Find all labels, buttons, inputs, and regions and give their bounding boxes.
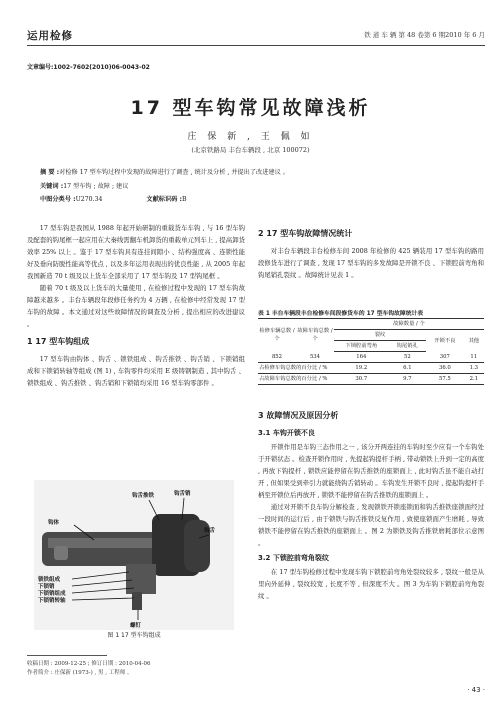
table-row — [258, 374, 484, 385]
label-coupler-body: 钩体 — [48, 520, 60, 526]
header-fault-count: 故障数量 / 个 — [334, 319, 484, 330]
header-tail-hole: 钩尾销孔 — [389, 341, 427, 352]
label-screw: 螺钉 — [130, 623, 142, 629]
label-lock-assembly: 锁铁组成 — [38, 577, 61, 583]
row-label: 占故障车钩总数的百分比 / % — [258, 374, 334, 385]
right-column-top — [258, 222, 484, 281]
authors: 庄 保 新 , 王 佩 如 — [187, 132, 314, 142]
fault-statistics-table — [258, 318, 484, 385]
cell: 2.1 — [464, 374, 484, 385]
header-front-corner: 下锁腔前弯角 — [334, 341, 389, 352]
abstract-label: 摘 要 : — [40, 169, 60, 176]
row-label: 占检修车钩总数的百分比 / % — [258, 363, 334, 374]
affiliation: (北京铁路局 丰台车辆段 , 北京 100072) — [191, 146, 310, 154]
cell: 57.5 — [426, 374, 464, 385]
header-vehicles: 检修车辆总数 / 个 — [258, 319, 296, 352]
table-row — [258, 363, 484, 374]
page-number: · 43 · — [467, 686, 485, 694]
intro-paragraph-1: 17 型车钩是我国从 1988 年起开始研制的重载货车车钩 , 与 16 型车钩及配套的钩尾框一起应用在大秦线需翻车机卸货的重载单元列车上 , 提高卸货效率 25% 以上 。鉴于 17 型车钩具有连挂间隙小 、结构强度高 、连锁性能好及垂向防脱性能高等优点 , 以及多年运用表现出的优良性能 , 从 2005 年起我国新造 70 t 级及以上货车全部采用了 17 型车钩及 17 型钩尾框 。 — [27, 224, 245, 280]
label-knuckle: 钩舌 — [204, 528, 216, 534]
clc-label: 中图分类号 : — [40, 196, 76, 203]
table-header-row — [258, 319, 484, 330]
table-row — [258, 352, 484, 363]
article-number: 文章编号:1002-7602(2010)06-0043-02 — [27, 64, 150, 71]
keywords-text: 17 型车钩 ; 故障 ; 建议 — [63, 183, 129, 190]
doc-code-label: 文献标识码 : — [146, 196, 182, 203]
figure-caption: 图 1 17 型车钩组成 — [107, 632, 161, 639]
cell: 19.2 — [334, 363, 389, 374]
coupler-drawing — [34, 480, 234, 630]
section-2-paragraph: 对丰台车辆段丰台检修车间 2008 年检修的 425 辆装用 17 型车钩的路用段修货车进行了调查 , 发现 17 型车钩的多发故障是开锁不良 、下锁腔前弯角和钩尾销孔裂纹 。故障统计见表 1 。 — [258, 247, 484, 279]
footnote-rule — [27, 655, 107, 656]
section-1-heading: 1 17 型车钩组成 — [27, 337, 90, 346]
cell: 6.1 — [389, 363, 427, 374]
intro-paragraph-2: 随着 70 t 级及以上货车的大量使用 , 在检修过程中发现的 17 型车钩故障越来越多 。丰台车辆段年段修任务约为 4 万辆 , 在检修中经常发现 17 型车钩的故障 。本文通过对这些故障情况的调查及分析 , 提出相应的改进建议 。 — [27, 284, 245, 328]
keywords — [40, 182, 470, 191]
table-caption: 表 1 丰台车辆段丰台检修车间段修货车的 17 型车钩故障统计表 — [258, 311, 424, 317]
section-2-heading: 2 17 型车钩故障情况统计 — [258, 229, 353, 238]
section-3-2-heading: 3.2 下锁腔前弯角裂纹 — [258, 554, 329, 562]
header-crack: 裂纹 — [334, 330, 426, 341]
running-header — [27, 0, 485, 48]
paper-title: 17 型车钩常见故障浅析 — [130, 97, 371, 119]
cell: 1.3 — [464, 363, 484, 374]
abstract — [40, 168, 470, 177]
cell: 852 — [258, 352, 296, 363]
header-unlock: 开锁不良 — [434, 337, 456, 344]
cell: 30.7 — [334, 374, 389, 385]
cell: 36.0 — [426, 363, 464, 374]
label-lower-lock-pin-shaft: 下锁销转轴 — [38, 598, 66, 604]
cell: 164 — [334, 352, 389, 363]
section-3-1-paragraph-1: 开锁作用是车钩三态作用之一 , 该分开两连挂的车钩时至少应有一个车钩处于开锁状态 。检查开锁作用时 , 先提起钩提杆手柄 , 带动锁铁上升到一定的高度 , 再放下钩提杆 , 锁铁应能停留在钩舌推铁的座锁面上 , 此时钩舌虽不能自动打开 , 但如果受到牵引力就能绕钩舌销转动 。车钩发生开锁不良时 , 提起钩提杆手柄至开锁位后再放开 , 锁铁不能停留在钩舌推铁的座锁面上 。 — [258, 443, 484, 499]
doc-code: B — [181, 196, 187, 203]
label-lower-lock-pin: 下锁销 — [38, 584, 55, 590]
header-rule — [27, 45, 485, 46]
header-other: 其他 — [468, 337, 480, 344]
label-knuckle-thrower: 钩舌推铁 — [132, 493, 155, 499]
label-lower-lock-pin-assembly: 下锁销组成 — [38, 591, 66, 597]
cell: 307 — [426, 352, 464, 363]
header-faulty: 故障车钩总数 / 个 — [296, 319, 334, 352]
section-3-1-paragraph-2: 通过对开锁不良车钩分解检查 , 发现锁铁开锁座锁面和钩舌推铁座锁面经过一段时间的运行后 , 由于锁铁与钩舌推铁反复作用 , 致使座锁面产生磨耗 , 导致锁铁不能停留在钩舌推铁的座锁面上 。图 2 为锁铁及钩舌推铁磨耗部位示意图 。 — [258, 503, 484, 547]
classification — [40, 195, 470, 204]
cell: 11 — [464, 352, 484, 363]
journal-section: 运用检修 — [27, 30, 73, 42]
footnote-author: 作者简介 : 庄保新 (1973-) , 男 , 工程师 。 — [27, 670, 133, 676]
section-3-heading: 3 故障情况及原因分析 — [258, 411, 339, 420]
clc-code: U270.34 — [75, 196, 103, 203]
abstract-text: 对检修 17 型车钩过程中发现的故障进行了调查 , 统计及分析 , 并提出了改进建议 。 — [59, 169, 289, 176]
section-3-1-heading: 3.1 车钩开锁不良 — [258, 429, 315, 437]
issue-info: 铁 道 车 辆 第 48 卷第 6 期2010 年 6 月 — [364, 31, 485, 39]
section-3-2-paragraph: 在 17 型车钩检修过程中发现车钩下锁腔前弯角处裂纹较多 , 裂纹一般是从里向外延伸 , 裂纹较宽 , 长度不等 , 但深度不大 。图 3 为车钩下锁腔前弯角裂纹 。 — [258, 568, 484, 600]
section-1-paragraph: 17 型车钩由钩体 、钩舌 、锁铁组成 、钩舌推铁 、钩舌销 、下锁销组成和下锁销转轴等组成 (图 1) , 车钩零件均采用 E 级铸钢制造 , 其中钩舌 、锁铁组成 、钩舌推铁 、钩舌销和下锁销均采用 16 型车钩零部件 。 — [27, 355, 245, 387]
left-column — [27, 222, 245, 389]
cell: 9.7 — [389, 374, 427, 385]
right-column-bottom — [258, 404, 484, 602]
cell: 534 — [296, 352, 334, 363]
label-knuckle-pin: 钩舌销 — [174, 491, 191, 497]
cell: 52 — [389, 352, 427, 363]
coupler-figure — [34, 480, 234, 640]
footnote-received: 收稿日期 : 2009-12-25 ; 修订日期 : 2010-04-06 — [27, 661, 151, 667]
keywords-label: 关键词 : — [40, 183, 64, 190]
